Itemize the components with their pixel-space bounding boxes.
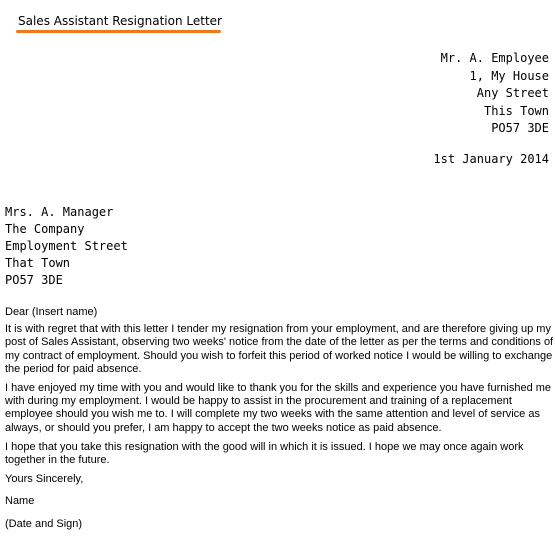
- sender-street: Any Street: [476, 86, 549, 100]
- recipient-address: [5, 204, 128, 289]
- body-paragraph-3: I hope that you take this resignation with the good will in which it is issued. I hope we may once again work together in the future.: [5, 440, 524, 467]
- sender-address: [441, 50, 549, 138]
- signer-name: Name: [5, 495, 35, 508]
- body-paragraph-2: I have enjoyed my time with you and would like to thank you for the skills and experience you have furnished me with during my employment. I would be happy to assist in the procurement and training of a replacement employee should you wish me to. I will complete my two weeks with the same attention and level of service as always, or should you prefer, I am happy to accept the two weeks notice as paid absence.: [5, 382, 552, 434]
- letter-date: 1st January 2014: [433, 152, 549, 166]
- date-and-sign: (Date and Sign): [5, 517, 83, 530]
- sender-town: This Town: [483, 103, 549, 118]
- page-title: Sales Assistant Resignation Letter: [18, 14, 222, 28]
- letter-body: [5, 306, 555, 537]
- sender-house: 1, My House: [469, 68, 549, 83]
- title-underline: [16, 30, 221, 33]
- recipient-company: The Company: [5, 222, 85, 236]
- sender-postcode: PO57 3DE: [491, 121, 549, 135]
- recipient-street: Employment Street: [5, 239, 128, 253]
- body-paragraph-1: It is with regret that with this letter I tender my resignation from your employment, and are therefore giving up my post of Sales Assistant, observing two weeks' notice from the date of the letter as per the terms and conditions of my contract of employment. Should you wish to forfeit this period of worked notice I would be willing to exchange the period for paid absence.: [5, 323, 554, 375]
- salutation: Dear (Insert name): [5, 306, 98, 318]
- recipient-name: Mrs. A. Manager: [5, 205, 114, 219]
- recipient-town: That Town: [5, 256, 71, 270]
- sender-name: Mr. A. Employee: [440, 51, 549, 65]
- closing: Yours Sincerely,: [5, 473, 84, 486]
- recipient-postcode: PO57 3DE: [5, 273, 63, 287]
